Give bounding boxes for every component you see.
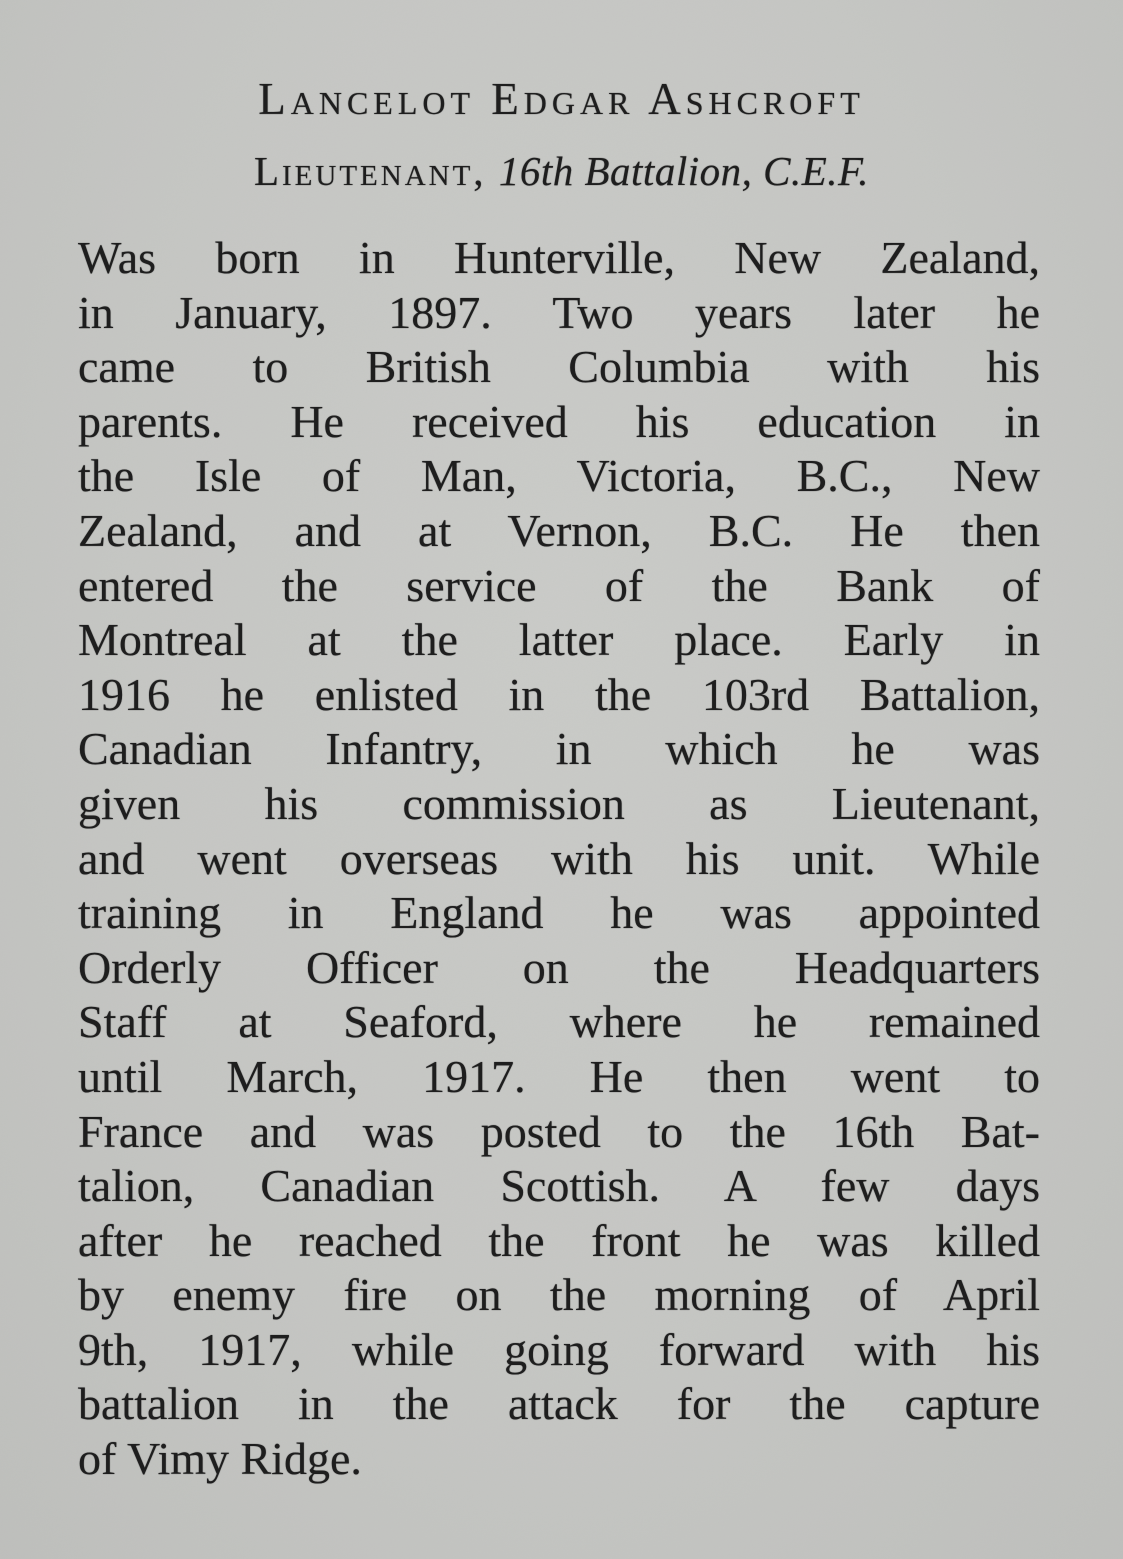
body-line: until March, 1917. He then went to: [78, 1050, 1040, 1102]
body-line: in January, 1897. Two years later he: [78, 286, 1040, 338]
body-line: parents. He received his education in: [78, 395, 1040, 447]
body-line: came to British Columbia with his: [78, 341, 1040, 393]
rank-label: Lieutenant,: [253, 148, 487, 194]
entry-header: [0, 0, 1123, 192]
entry-rank-line: [0, 150, 1123, 192]
body-line: battalion in the attack for the capture: [78, 1378, 1040, 1430]
body-line: training in England he was appointed: [78, 887, 1040, 939]
biography-text: [0, 231, 1123, 1487]
body-line: by enemy fire on the morning of April: [78, 1269, 1040, 1321]
body-line: 1916 he enlisted in the 103rd Battalion,: [78, 668, 1040, 720]
body-line: entered the service of the Bank of: [78, 559, 1040, 611]
body-line: of Vimy Ridge.: [78, 1433, 362, 1485]
body-line: Canadian Infantry, in which he was: [78, 723, 1040, 775]
body-line: Zealand, and at Vernon, B.C. He then: [78, 504, 1040, 556]
rank-unit: 16th Battalion, C.E.F.: [498, 148, 870, 194]
body-line: given his commission as Lieutenant,: [78, 777, 1040, 829]
body-line: Was born in Hunterville, New Zealand,: [78, 232, 1040, 283]
body-line: after he reached the front he was killed: [78, 1214, 1040, 1266]
body-line: 9th, 1917, while going forward with his: [78, 1323, 1040, 1375]
body-line: and went overseas with his unit. While: [78, 832, 1040, 884]
body-line: Orderly Officer on the Headquarters: [78, 941, 1040, 993]
entry-name-title: Lancelot Edgar Ashcroft: [258, 74, 865, 124]
body-line: talion, Canadian Scottish. A few days: [78, 1160, 1040, 1212]
body-line: Staff at Seaford, where he remained: [78, 996, 1040, 1048]
body-line: the Isle of Man, Victoria, B.C., New: [78, 450, 1040, 502]
body-line: Montreal at the latter place. Early in: [78, 614, 1040, 666]
body-line: France and was posted to the 16th Bat-: [78, 1105, 1040, 1157]
